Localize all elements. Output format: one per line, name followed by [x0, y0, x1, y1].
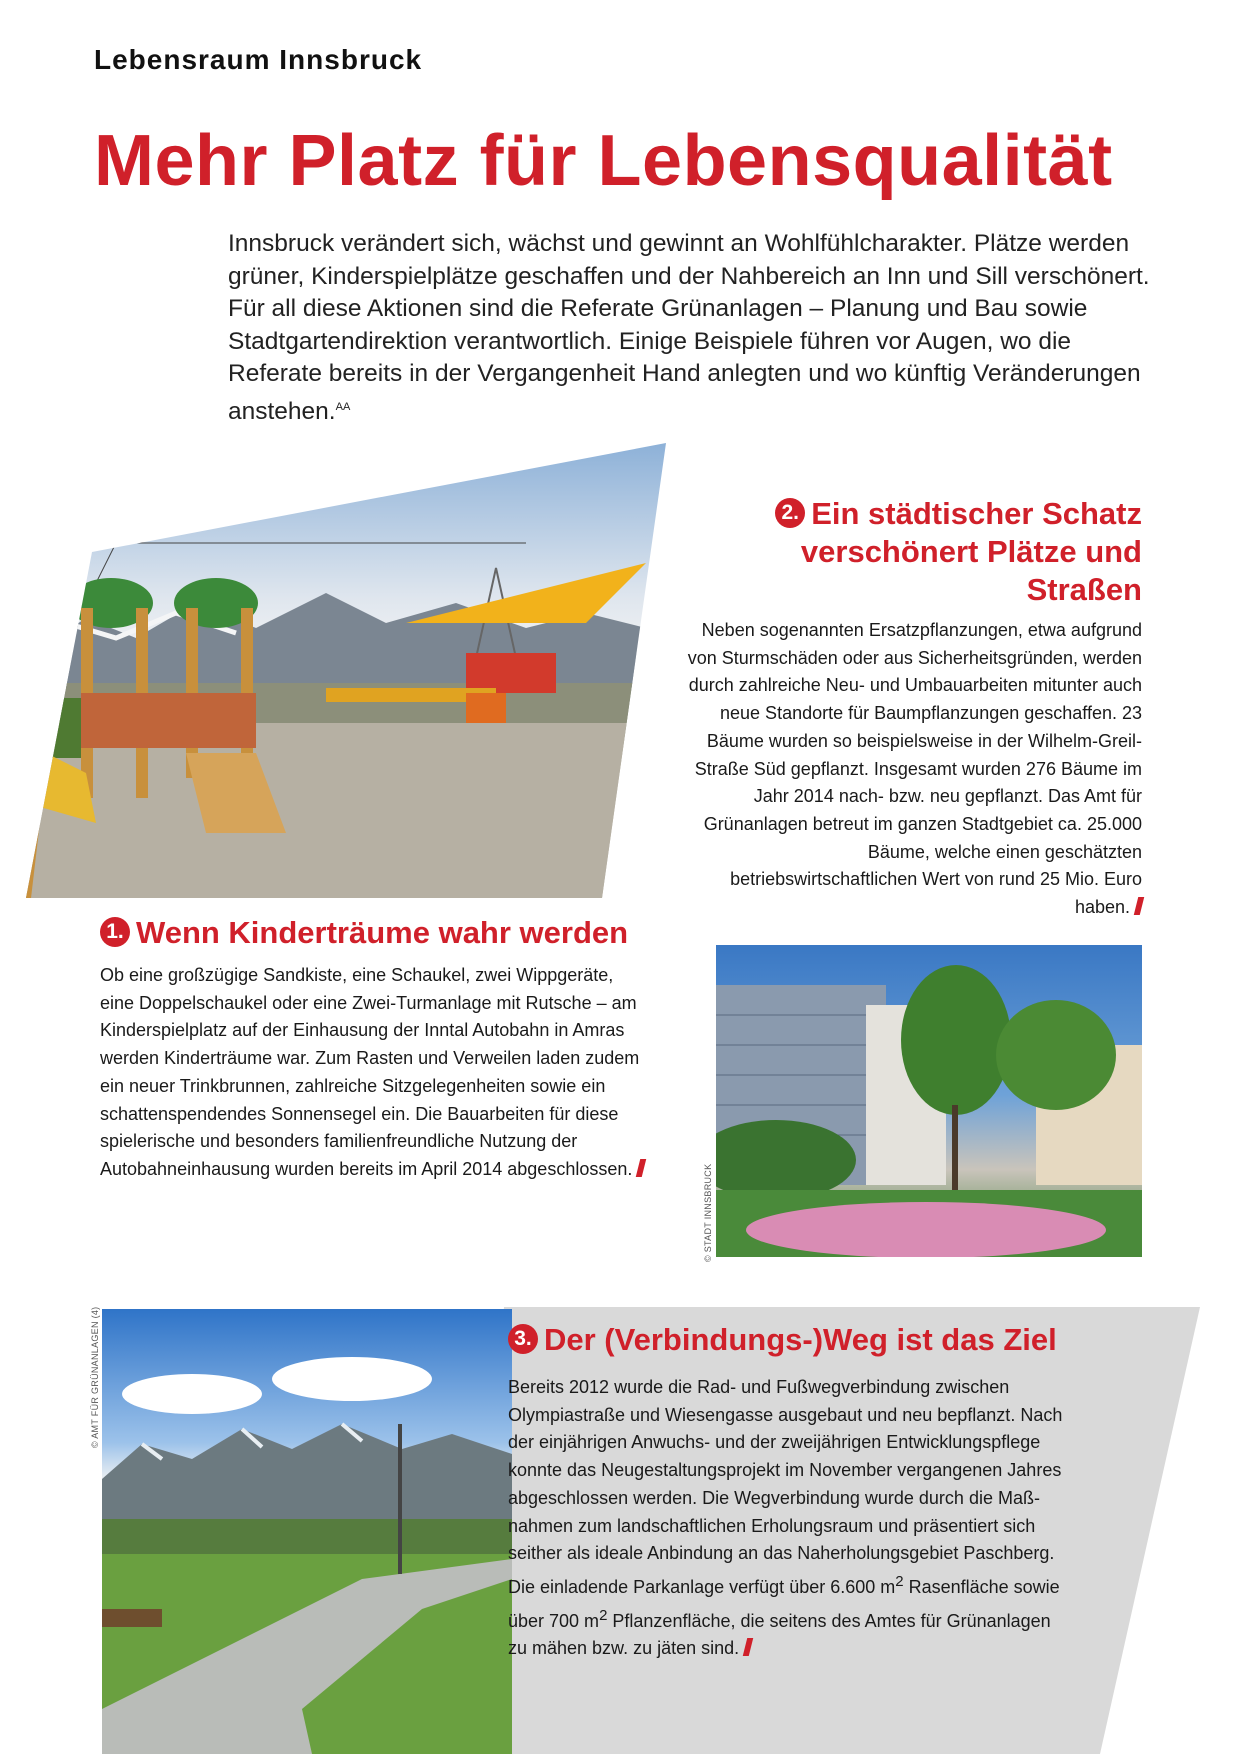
section-1-title: Wenn Kinderträume wahr werden	[136, 915, 629, 950]
lead-paragraph	[228, 228, 1158, 428]
unit-superscript: 2	[895, 1572, 904, 1590]
section-2-number: 2.	[775, 498, 805, 528]
section-kicker: Lebensraum Innsbruck	[94, 44, 423, 75]
park-path-illustration	[102, 1309, 512, 1754]
section-3-number: 3.	[508, 1324, 538, 1354]
section-1-heading	[100, 915, 628, 951]
photo-credit-stadt: © STADT INNSBRUCK	[703, 1163, 713, 1262]
end-mark	[636, 1159, 646, 1177]
section-3-heading	[508, 1322, 1057, 1358]
section-2-heading	[742, 495, 1142, 609]
square-trees-photo	[716, 945, 1142, 1257]
section-2-text: Neben sogenannten Ersatzpflanzungen, etwa aufgrund von Sturmschäden oder aus Sicherheitsgründen, werden durch zahlreiche Neu- und Umbauarbeiten mitunter auch neue Standorte für Baumpflanzungen geschaffen. 23 Bäume wurden so beispielsweise in der Wilhelm-Greil-Straße Süd gepflanzt. Insgesamt wurden 276 Bäume im Jahr 2014 nach- bzw. neu gepflanzt. Das Amt für Grünanlagen betreut im ganzen Stadtgebiet ca. 25.000 Bäume, welche einen geschätzten betriebswirtschaftlichen Wert von rund 25 Mio. Euro haben.	[687, 620, 1142, 918]
section-2-body	[682, 617, 1142, 922]
section-1-number: 1.	[100, 917, 130, 947]
section-2-title: Ein städtischer Schatz verschönert Plätze und Straßen	[800, 496, 1142, 607]
square-trees-illustration	[716, 945, 1142, 1257]
unit-superscript: 2	[599, 1606, 608, 1624]
section-3-title: Der (Verbindungs-)Weg ist das Ziel	[544, 1322, 1057, 1357]
end-mark	[1134, 897, 1144, 915]
photo-credit-amt: © AMT FÜR GRÜNANLAGEN (4)	[90, 1306, 100, 1448]
section-3-text-1: Bereits 2012 wurde die Rad- und Fußwegverbindung zwischen Olympiastraße und Wiesengasse ausgebaut und neu bepflanzt. Nach der einjährigen Anwuchs- und der zweijährigen Entwicklungspflege konnte das Neugestaltungsprojekt im November vergangenen Jahres abgeschlossen werden. Die Wegverbindung wurde durch die Maßnahmen zum landschaftlichen Erholungsraum und präsentiert sich seither als ideale Anbindung an das Naherholungsgebiet Paschberg. Die einladende Parkanlage verfügt über 6.600 m	[508, 1377, 1063, 1597]
end-mark	[743, 1638, 753, 1656]
section-3-body	[508, 1374, 1068, 1663]
park-path-photo	[102, 1309, 512, 1754]
section-1-body	[100, 962, 648, 1184]
section-1-text: Ob eine großzügige Sandkiste, eine Schaukel, zwei Wippgeräte, eine Doppelschaukel oder eine Zwei-Turmanlage mit Rutsche – am Kinderspielplatz auf der Einhausung der Inntal Autobahn in Amras werden Kinderträume war. Zum Rasten und Verweilen laden zudem ein neuer Trinkbrunnen, zahlreiche Sitzgelegenheiten sowie ein schattenspendendes Sonnensegel ein. Die Bauarbeiten für diese spielerische und besonders familienfreundliche Nutzung der Autobahneinhausung wurden bereits im April 2014 abgeschlossen.	[100, 965, 640, 1179]
author-initials: AA	[335, 400, 351, 413]
playground-illustration	[26, 443, 666, 898]
lead-text: Innsbruck verändert sich, wächst und gewinnt an Wohlfühlcharakter. Plätze werden grüner, Kinderspielplätze geschaffen und der Nahbereich an Inn und Sill verschönert. Für all diese Aktionen sind die Referate Grünanlagen – Planung und Bau sowie Stadtgartendirektion verantwortlich. Einige Beispiele führen vor Augen, wo die Referate bereits in der Vergangenheit Hand anlegten und wo künftig Veränderungen anstehen.	[228, 230, 1150, 425]
page-title: Mehr Platz für Lebensqualität	[94, 121, 1113, 201]
section-3-text-2: Rasenfläche sowie über 700 m	[508, 1576, 1060, 1631]
section-3-text-3: Pflanzenfläche, die seitens des Amtes für Grünanlagen zu mähen bzw. zu jäten sind.	[508, 1610, 1051, 1659]
playground-photo	[26, 443, 666, 898]
